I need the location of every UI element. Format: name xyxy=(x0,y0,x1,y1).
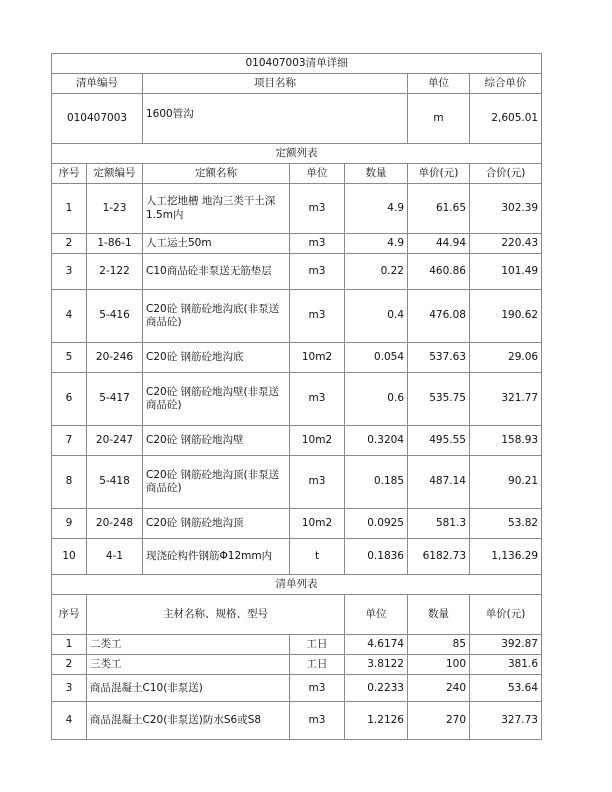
quota-name: C10商品砼非泵送无筋垫层 xyxy=(143,254,290,290)
quota-qty: 0.0925 xyxy=(345,509,408,539)
quota-row xyxy=(52,509,542,539)
quota-col-no: 序号 xyxy=(52,164,87,184)
quota-code: 5-417 xyxy=(87,373,143,426)
material-price: 85 xyxy=(408,635,470,655)
quota-price: 61.65 xyxy=(408,184,470,234)
quota-row xyxy=(52,343,542,373)
quota-no: 2 xyxy=(52,234,87,254)
table-title: 010407003清单详细 xyxy=(52,54,542,74)
quota-unit: 10m2 xyxy=(290,509,345,539)
quota-total: 321.77 xyxy=(470,373,542,426)
quota-unit: m3 xyxy=(290,234,345,254)
quota-name: C20砼 钢筋砼地沟顶(非泵送商品砼) xyxy=(143,456,290,509)
quota-price: 44.94 xyxy=(408,234,470,254)
unit-header: 单位 xyxy=(408,74,470,94)
quota-unit: m3 xyxy=(290,254,345,290)
material-col-unit: 单位 xyxy=(345,595,408,635)
quota-row xyxy=(52,254,542,290)
quota-name: C20砼 钢筋砼地沟底 xyxy=(143,343,290,373)
material-row xyxy=(52,655,542,675)
quota-qty: 0.054 xyxy=(345,343,408,373)
quota-row xyxy=(52,373,542,426)
quota-row xyxy=(52,184,542,234)
quota-code: 20-247 xyxy=(87,426,143,456)
material-qty: 3.8122 xyxy=(345,655,408,675)
quota-qty: 4.9 xyxy=(345,184,408,234)
material-total: 327.73 xyxy=(470,702,542,740)
material-col-price: 单价(元) xyxy=(470,595,542,635)
item-price: 2,605.01 xyxy=(470,94,542,144)
material-qty: 4.6174 xyxy=(345,635,408,655)
quota-code: 5-416 xyxy=(87,290,143,343)
quota-code: 1-23 xyxy=(87,184,143,234)
quota-col-name: 定额名称 xyxy=(143,164,290,184)
quota-total: 1,136.29 xyxy=(470,539,542,575)
item-name: 1600管沟 xyxy=(143,94,408,144)
material-section-title: 清单列表 xyxy=(52,575,542,595)
material-unit: m3 xyxy=(290,702,345,740)
material-price: 270 xyxy=(408,702,470,740)
quota-name: C20砼 钢筋砼地沟壁(非泵送商品砼) xyxy=(143,373,290,426)
quota-code: 20-248 xyxy=(87,509,143,539)
quota-col-total: 合价(元) xyxy=(470,164,542,184)
quota-price: 487.14 xyxy=(408,456,470,509)
material-header-row xyxy=(52,595,542,635)
material-col-qty: 数量 xyxy=(408,595,470,635)
material-name: 商品混凝土C10(非泵送) xyxy=(87,675,290,702)
quota-no: 1 xyxy=(52,184,87,234)
quota-section-title: 定额列表 xyxy=(52,144,542,164)
material-no: 3 xyxy=(52,675,87,702)
quota-total: 90.21 xyxy=(470,456,542,509)
material-row xyxy=(52,675,542,702)
material-total: 53.64 xyxy=(470,675,542,702)
material-unit: 工日 xyxy=(290,635,345,655)
quota-no: 6 xyxy=(52,373,87,426)
quota-unit: m3 xyxy=(290,290,345,343)
quota-qty: 0.1836 xyxy=(345,539,408,575)
quota-price: 476.08 xyxy=(408,290,470,343)
quota-col-qty: 数量 xyxy=(345,164,408,184)
quota-code: 2-122 xyxy=(87,254,143,290)
quota-unit: t xyxy=(290,539,345,575)
price-header: 综合单价 xyxy=(470,74,542,94)
quota-no: 3 xyxy=(52,254,87,290)
material-row xyxy=(52,635,542,655)
material-price: 100 xyxy=(408,655,470,675)
quota-unit: 10m2 xyxy=(290,343,345,373)
quota-price: 535.75 xyxy=(408,373,470,426)
quota-col-price: 单价(元) xyxy=(408,164,470,184)
material-price: 240 xyxy=(408,675,470,702)
quota-price: 6182.73 xyxy=(408,539,470,575)
quota-price: 537.63 xyxy=(408,343,470,373)
quota-unit: 10m2 xyxy=(290,426,345,456)
quota-total: 53.82 xyxy=(470,509,542,539)
quota-unit: m3 xyxy=(290,456,345,509)
quota-price: 581.3 xyxy=(408,509,470,539)
material-col-no: 序号 xyxy=(52,595,87,635)
quota-no: 9 xyxy=(52,509,87,539)
quota-unit: m3 xyxy=(290,373,345,426)
item-unit: m xyxy=(408,94,470,144)
material-name: 三类工 xyxy=(87,655,290,675)
quota-total: 220.43 xyxy=(470,234,542,254)
quota-qty: 0.3204 xyxy=(345,426,408,456)
quota-col-code: 定额编号 xyxy=(87,164,143,184)
quota-name: 人工运土50m xyxy=(143,234,290,254)
quota-no: 4 xyxy=(52,290,87,343)
quota-code: 1-86-1 xyxy=(87,234,143,254)
material-row xyxy=(52,702,542,740)
material-unit: m3 xyxy=(290,675,345,702)
quota-code: 4-1 xyxy=(87,539,143,575)
quota-qty: 0.22 xyxy=(345,254,408,290)
code-header: 清单编号 xyxy=(52,74,143,94)
quota-total: 302.39 xyxy=(470,184,542,234)
quota-name: C20砼 钢筋砼地沟壁 xyxy=(143,426,290,456)
quota-price: 495.55 xyxy=(408,426,470,456)
material-qty: 0.2233 xyxy=(345,675,408,702)
quota-no: 7 xyxy=(52,426,87,456)
quota-qty: 4.9 xyxy=(345,234,408,254)
quota-row xyxy=(52,234,542,254)
material-name: 二类工 xyxy=(87,635,290,655)
material-col-name: 主材名称、规格、型号 xyxy=(87,595,345,635)
quota-code: 5-418 xyxy=(87,456,143,509)
material-unit: 工日 xyxy=(290,655,345,675)
material-no: 2 xyxy=(52,655,87,675)
material-total: 392.87 xyxy=(470,635,542,655)
quota-price: 460.86 xyxy=(408,254,470,290)
quota-row xyxy=(52,426,542,456)
quota-unit: m3 xyxy=(290,184,345,234)
quota-name: 人工挖地槽 地沟三类干土深1.5m内 xyxy=(143,184,290,234)
quota-total: 190.62 xyxy=(470,290,542,343)
quota-row xyxy=(52,290,542,343)
quota-qty: 0.6 xyxy=(345,373,408,426)
material-no: 4 xyxy=(52,702,87,740)
material-name: 商品混凝土C20(非泵送)防水S6或S8 xyxy=(87,702,290,740)
material-qty: 1.2126 xyxy=(345,702,408,740)
quota-total: 29.06 xyxy=(470,343,542,373)
quota-no: 5 xyxy=(52,343,87,373)
quota-name: C20砼 钢筋砼地沟顶 xyxy=(143,509,290,539)
name-header: 项目名称 xyxy=(143,74,408,94)
item-code: 010407003 xyxy=(52,94,143,144)
bill-detail-table xyxy=(51,53,542,635)
quota-row xyxy=(52,456,542,509)
quota-row xyxy=(52,539,542,575)
quota-no: 8 xyxy=(52,456,87,509)
quota-qty: 0.185 xyxy=(345,456,408,509)
material-no: 1 xyxy=(52,635,87,655)
quota-total: 101.49 xyxy=(470,254,542,290)
quota-name: 现浇砼构件钢筋Φ12mm内 xyxy=(143,539,290,575)
material-table xyxy=(51,634,542,740)
quota-qty: 0.4 xyxy=(345,290,408,343)
quota-no: 10 xyxy=(52,539,87,575)
quota-total: 158.93 xyxy=(470,426,542,456)
quota-code: 20-246 xyxy=(87,343,143,373)
quota-name: C20砼 钢筋砼地沟底(非泵送商品砼) xyxy=(143,290,290,343)
material-total: 381.6 xyxy=(470,655,542,675)
quota-header-row xyxy=(52,164,542,184)
quota-col-unit: 单位 xyxy=(290,164,345,184)
